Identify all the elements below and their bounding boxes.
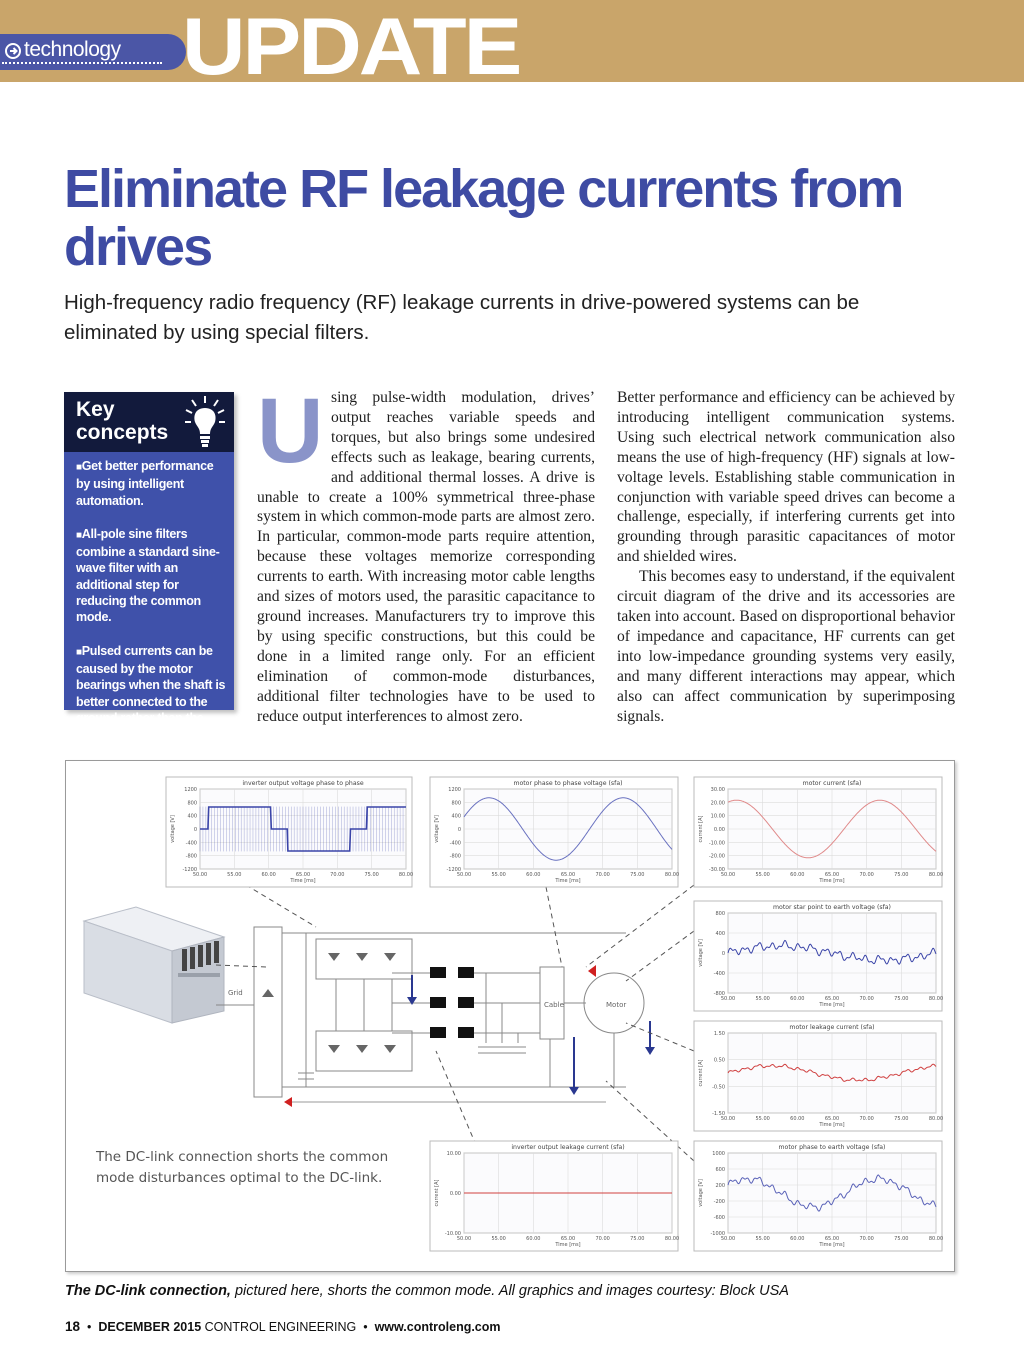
- x-tick-label: 55.00: [491, 872, 506, 878]
- x-axis-label: Time [ms]: [555, 1242, 581, 1248]
- y-tick-label: 400: [187, 813, 197, 820]
- x-axis-label: Time [ms]: [819, 1122, 845, 1128]
- y-tick-label: 20.00: [710, 800, 725, 807]
- grid-label: Grid: [228, 989, 243, 997]
- x-tick-label: 70.00: [859, 1236, 874, 1242]
- y-axis-label: voltage [V]: [170, 815, 176, 843]
- diagram-labels: [228, 989, 626, 1009]
- key-concept-item: ■ Get better performance by using intelligent automation.: [76, 458, 230, 509]
- y-tick-label: -800: [185, 853, 197, 860]
- x-tick-label: 60.00: [261, 872, 276, 878]
- x-tick-label: 60.00: [526, 1236, 541, 1242]
- y-tick-label: 600: [715, 1167, 725, 1173]
- x-tick-label: 65.00: [560, 872, 576, 878]
- body-paragraph: This becomes easy to understand, if the equivalent circuit diagram of the drive and its accessories are taken into account. Based on disproportional behavior of impedance and capacitance, HF currents can get into low-impedance grounding systems very easily, and many different interactions may appear, which also can affect communication by superimposing signals.: [617, 568, 955, 725]
- plot-title: motor leakage current (sfa): [789, 1024, 875, 1031]
- x-tick-label: 55.00: [227, 872, 242, 878]
- page-number: 18: [65, 1319, 81, 1334]
- choke-blocks: [430, 967, 474, 1038]
- plot-title: inverter output voltage phase to phase: [242, 780, 364, 787]
- y-tick-label: -1.50: [712, 1111, 725, 1117]
- section-label: technology: [24, 38, 121, 61]
- y-tick-label: -400: [449, 840, 461, 847]
- body-column-2: [617, 388, 955, 726]
- x-tick-label: 50.00: [720, 872, 736, 878]
- x-tick-label: 55.00: [755, 1236, 770, 1242]
- y-tick-label: -20.00: [708, 853, 725, 860]
- y-tick-label: -10.00: [444, 1231, 461, 1237]
- x-tick-label: 55.00: [491, 1236, 506, 1242]
- y-tick-label: 10.00: [446, 1151, 461, 1157]
- y-axis-label: voltage [V]: [698, 1179, 704, 1207]
- x-tick-label: 80.00: [398, 872, 414, 878]
- x-tick-label: 70.00: [595, 872, 610, 878]
- x-axis-label: Time [ms]: [819, 878, 845, 884]
- key-concept-item: ■ All-pole sine filters combine a standard sine-wave filter with an additional step for reducing the common mode.: [76, 526, 230, 626]
- y-tick-label: 1200: [184, 787, 197, 793]
- y-tick-label: 800: [715, 911, 725, 917]
- x-tick-label: 75.00: [894, 1236, 909, 1242]
- footer-separator: •: [363, 1320, 368, 1334]
- x-axis-label: Time [ms]: [555, 878, 581, 884]
- y-tick-label: 200: [715, 1183, 725, 1189]
- caption-lead: The DC-link connection,: [65, 1283, 231, 1299]
- x-tick-label: 50.00: [720, 1236, 736, 1242]
- x-tick-label: 75.00: [630, 872, 645, 878]
- body-paragraph: sing pulse-width modulation, drives’ output reaches variable speeds and torques, but also brings some undesired effects such as leakage, bearing currents, and additional thermal losses. A drive is unable to create a 100% symmetrical three-phase system in which common-mode parts are almost zero. In particular, common-mode parts require attention, because these voltages memorize corresponding currents to earth. With increasing motor cable lengths and sizes of motors used, the parasitic capacitance to ground increases. Manufacturers try to improve this by using specific constructions, but this could be done in a limited range only. For an efficient elimination of common-mode disturbances, additional filter technologies have to be used to reduce output interferences to almost zero.: [257, 389, 595, 725]
- plot-title: motor phase to earth voltage (sfa): [778, 1144, 886, 1151]
- x-tick-label: 70.00: [859, 1116, 874, 1122]
- caption-text: pictured here, shorts the common mode. All graphics and images courtesy: Block USA: [230, 1283, 789, 1299]
- y-tick-label: -600: [713, 1215, 725, 1221]
- y-tick-label: -800: [713, 991, 725, 997]
- y-tick-label: -1200: [182, 867, 197, 873]
- x-tick-label: 55.00: [755, 1116, 770, 1122]
- y-axis-label: current [A]: [698, 1059, 704, 1087]
- x-tick-label: 60.00: [790, 872, 805, 878]
- x-tick-label: 65.00: [824, 996, 840, 1002]
- x-tick-label: 60.00: [790, 996, 805, 1002]
- x-tick-label: 75.00: [894, 872, 909, 878]
- drop-cap: U: [257, 380, 324, 482]
- figure-panel: [65, 760, 955, 1272]
- x-tick-label: 65.00: [824, 1236, 840, 1242]
- x-tick-label: 80.00: [928, 1236, 944, 1242]
- x-tick-label: 80.00: [664, 1236, 680, 1242]
- x-tick-label: 60.00: [790, 1116, 805, 1122]
- y-tick-label: 0: [457, 827, 461, 833]
- y-tick-label: -400: [185, 840, 197, 847]
- y-tick-label: 800: [187, 800, 197, 807]
- y-tick-label: 0: [721, 951, 725, 957]
- figure-graphic: [66, 761, 956, 1273]
- x-tick-label: 70.00: [859, 872, 874, 878]
- x-axis-label: Time [ms]: [819, 1002, 845, 1008]
- key-concepts-title: Key concepts: [76, 398, 169, 444]
- y-tick-label: -10.00: [708, 840, 725, 847]
- y-tick-label: 1.50: [713, 1031, 725, 1037]
- body-paragraph: Better performance and efficiency can be achieved by introducing intelligent communication systems. Using such electrical network communication also means the use of high-frequency (HF) signals at low-voltage levels. Establishing stable communication in conjunction with variable speed drives can become a challenge, especially, if interfering currents get into grounding through parasitic capacitances of motor and shielded wires.: [617, 389, 955, 566]
- motor-label: Motor: [606, 1001, 627, 1009]
- x-tick-label: 75.00: [894, 996, 909, 1002]
- y-tick-label: 400: [451, 813, 461, 820]
- y-tick-label: 0: [193, 827, 197, 833]
- x-tick-label: 50.00: [456, 872, 472, 878]
- article-title: Eliminate RF leakage currents from drives: [64, 159, 903, 277]
- y-tick-label: -400: [713, 971, 725, 977]
- x-tick-label: 50.00: [720, 996, 736, 1002]
- x-axis-label: Time [ms]: [819, 1242, 845, 1248]
- filter-photo: [84, 907, 224, 1023]
- x-tick-label: 65.00: [824, 1116, 840, 1122]
- arrow-circle-icon: [4, 42, 22, 60]
- x-axis-label: Time [ms]: [290, 878, 316, 884]
- x-tick-label: 80.00: [928, 872, 944, 878]
- lightbulb-icon: [180, 394, 230, 450]
- x-tick-label: 65.00: [295, 872, 311, 878]
- x-tick-label: 50.00: [192, 872, 208, 878]
- y-tick-label: 400: [715, 931, 725, 937]
- y-tick-label: 1200: [448, 787, 461, 793]
- plot-title: motor star point to earth voltage (sfa): [773, 904, 891, 911]
- y-axis-label: current [A]: [698, 815, 704, 843]
- website-link[interactable]: www.controleng.com: [374, 1320, 501, 1334]
- magazine-name: CONTROL ENGINEERING: [204, 1320, 357, 1334]
- y-tick-label: 800: [451, 800, 461, 807]
- key-concept-item: ■ Pulsed currents can be caused by the motor bearings when the shaft is better connected to the ground rather than the motor housing.: [76, 643, 230, 743]
- issue-date: DECEMBER 2015: [98, 1320, 202, 1334]
- plot-title: inverter output leakage current (sfa): [511, 1144, 625, 1151]
- y-tick-label: -200: [713, 1199, 725, 1205]
- y-tick-label: -30.00: [708, 867, 725, 873]
- x-tick-label: 60.00: [790, 1236, 805, 1242]
- figure-caption: [65, 1282, 965, 1300]
- key-concepts-header: [64, 392, 234, 452]
- footer-separator: •: [86, 1320, 92, 1334]
- x-tick-label: 80.00: [664, 872, 680, 878]
- y-tick-label: -0.50: [712, 1084, 725, 1091]
- callout-lines: [216, 885, 694, 1161]
- y-tick-label: 30.00: [710, 787, 725, 793]
- x-tick-label: 75.00: [894, 1116, 909, 1122]
- x-tick-label: 75.00: [364, 872, 379, 878]
- y-tick-label: 10.00: [710, 813, 725, 820]
- x-tick-label: 55.00: [755, 872, 770, 878]
- x-tick-label: 55.00: [755, 996, 770, 1002]
- body-column-1: [257, 380, 595, 726]
- y-tick-label: 0.50: [713, 1057, 725, 1064]
- cable-label: Cable: [544, 1001, 564, 1009]
- plot-title: motor phase to phase voltage (sfa): [513, 780, 623, 787]
- x-tick-label: 70.00: [859, 996, 874, 1002]
- y-axis-label: current [A]: [434, 1179, 440, 1207]
- x-tick-label: 50.00: [720, 1116, 736, 1122]
- update-banner: UPDATE: [182, 0, 520, 92]
- x-tick-label: 65.00: [560, 1236, 576, 1242]
- x-tick-label: 70.00: [595, 1236, 610, 1242]
- x-tick-label: 80.00: [928, 1116, 944, 1122]
- x-tick-label: 80.00: [928, 996, 944, 1002]
- y-tick-label: 1000: [712, 1151, 725, 1157]
- y-tick-label: -800: [449, 853, 461, 860]
- key-concepts-list: [76, 458, 230, 759]
- plot-title: motor current (sfa): [802, 780, 862, 787]
- key-concepts-box: [64, 392, 234, 742]
- dotted-divider: [2, 62, 162, 64]
- y-axis-label: voltage [V]: [698, 939, 704, 967]
- y-tick-label: -1200: [446, 867, 461, 873]
- article-deck: High-frequency radio frequency (RF) leakage currents in drive-powered systems can be eliminated by using special filters.: [64, 291, 860, 344]
- x-tick-label: 75.00: [630, 1236, 645, 1242]
- y-tick-label: 0.00: [713, 827, 725, 833]
- y-tick-label: -1000: [710, 1231, 725, 1237]
- y-tick-label: 0.00: [449, 1191, 461, 1197]
- x-tick-label: 60.00: [526, 872, 541, 878]
- circuit-diagram: [216, 927, 644, 1097]
- page-footer: [65, 1319, 501, 1334]
- figure-note: The DC-link connection shorts the common mode disturbances optimal to the DC-link.: [96, 1149, 389, 1186]
- y-axis-label: voltage [V]: [434, 815, 440, 843]
- x-tick-label: 70.00: [330, 872, 345, 878]
- x-tick-label: 65.00: [824, 872, 840, 878]
- x-tick-label: 50.00: [456, 1236, 472, 1242]
